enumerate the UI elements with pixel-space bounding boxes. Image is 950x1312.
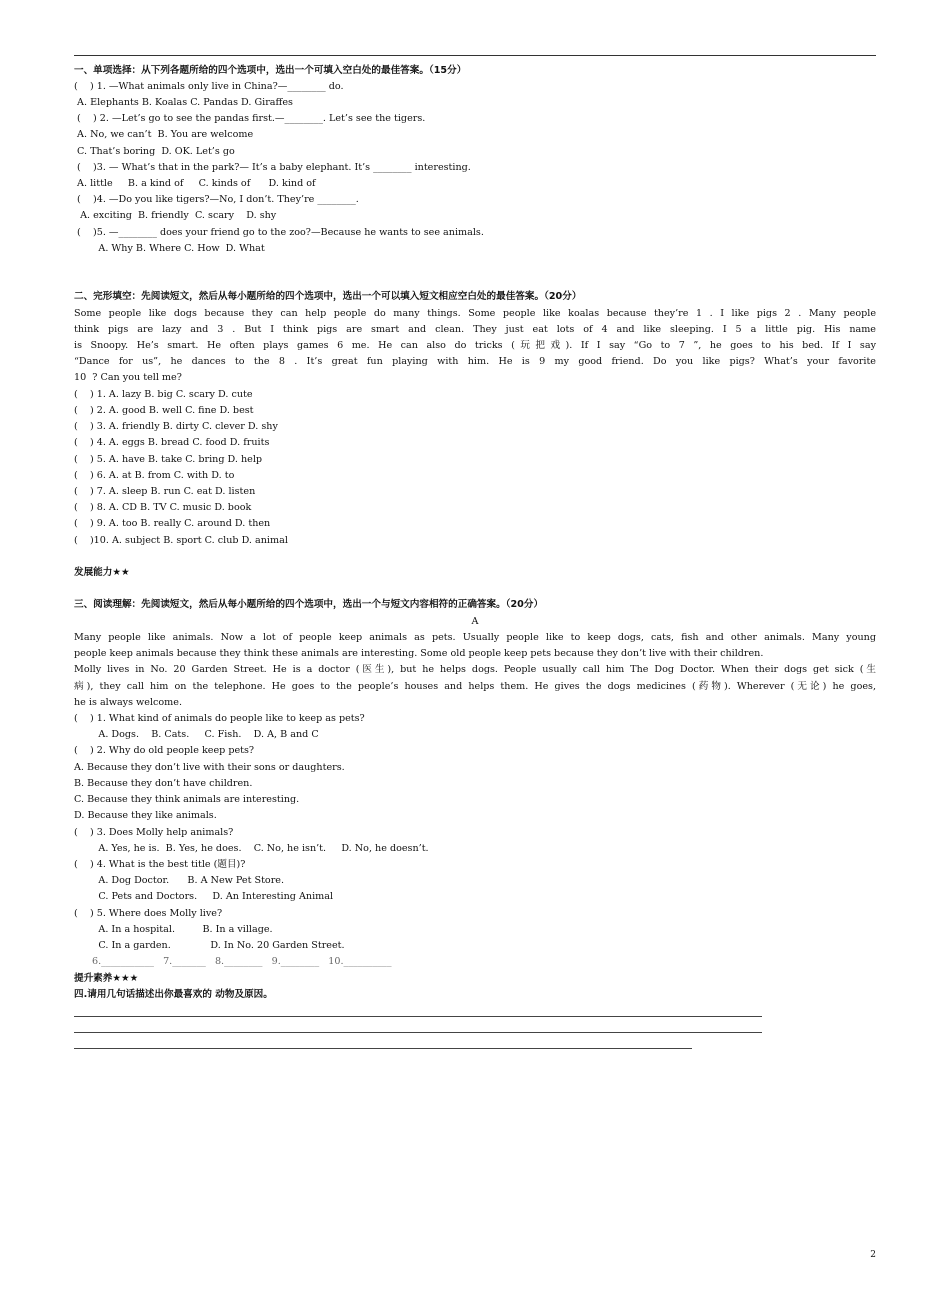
s2-passage-line: think pigs are lazy and 3 . But I think pigs are smart and clean. They just eat lots of 4 and like sleeping. I 5 a little pig. His name: [74, 324, 876, 335]
s3-question: A. In a hospital. B. In a village.: [74, 924, 273, 935]
s1-line: ( ) 1. —What animals only live in China?—________ do.: [74, 81, 344, 92]
s2-option: ( ) 6. A. at B. from C. with D. to: [74, 470, 235, 481]
s2-option: ( ) 5. A. have B. take C. bring D. help: [74, 454, 263, 465]
s1-line: ( ) 2. —Let’s go to see the pandas first.—________. Let’s see the tigers.: [74, 113, 426, 124]
s1-line: ( )4. —Do you like tigers?—No, I don’t. They’re ________.: [74, 194, 359, 205]
s2-passage-line: 10 ? Can you tell me?: [74, 372, 182, 383]
s3-question: C. In a garden. D. In No. 20 Garden Street.: [74, 940, 345, 951]
s3-passage-line: 病), they call him on the telephone. He goes to the people’s houses and helps them. He gives the dogs medicines (药物). Wherever (无论) he goes,: [74, 681, 876, 692]
top-rule: [74, 55, 876, 56]
s3-question: ( ) 3. Does Molly help animals?: [74, 827, 234, 838]
s1-line: ( )3. — What’s that in the park?— It’s a baby elephant. It’s ________ interesting.: [74, 162, 471, 173]
page-number: 2: [870, 1250, 876, 1260]
s2-option: ( ) 7. A. sleep B. run C. eat D. listen: [74, 486, 256, 497]
s3-question: A. Dog Doctor. B. A New Pet Store.: [74, 875, 285, 886]
s1-line: ( )5. —________ does your friend go to the zoo?—Because he wants to see animals.: [74, 227, 484, 238]
s2-option: ( )10. A. subject B. sport C. club D. animal: [74, 535, 288, 546]
s1-line: A. exciting B. friendly C. scary D. shy: [74, 210, 277, 221]
s3-question: A. Because they don’t live with their sons or daughters.: [74, 762, 345, 773]
s3-question: ( ) 5. Where does Molly live?: [74, 908, 223, 919]
writing-line: [74, 1032, 762, 1033]
s3-question: B. Because they don’t have children.: [74, 778, 253, 789]
s2-passage-line: is Snoopy. He’s smart. He often plays games 6 me. He can also do tricks (玩把戏). If I say “Go to 7 ”, he goes to his bed. If I say: [74, 340, 876, 351]
s1-line: A. little B. a kind of C. kinds of D. kind of: [74, 178, 316, 189]
s3-passage-line: Many people like animals. Now a lot of people keep animals as pets. Usually people like to keep dogs, cats, fish and other animals. Many young: [74, 632, 876, 643]
develop-label: 发展能力★★: [74, 567, 130, 578]
section4-heading: 四.请用几句话描述出你最喜欢的 动物及原因。: [74, 989, 273, 1000]
s2-option: ( ) 9. A. too B. really C. around D. then: [74, 518, 271, 529]
s1-line: A. No, we can’t B. You are welcome: [74, 129, 254, 140]
section1-heading: 一、单项选择：从下列各题所给的四个选项中，选出一个可填入空白处的最佳答案。（15分）: [74, 65, 467, 76]
answer-blanks: 6.___________ 7._______ 8.________ 9.________ 10.__________: [92, 956, 392, 967]
passage-letter: A: [471, 616, 479, 627]
s3-question: ( ) 2. Why do old people keep pets?: [74, 745, 255, 756]
s1-line: A. Elephants B. Koalas C. Pandas D. Giraffes: [74, 97, 293, 108]
s2-option: ( ) 8. A. CD B. TV C. music D. book: [74, 502, 252, 513]
s2-passage-line: “Dance for us”, he dances to the 8 . It’s great fun playing with him. He is 9 my good friend. Do you like pigs? What’s your favorite: [74, 356, 876, 367]
s3-passage-line: he is always welcome.: [74, 697, 182, 708]
s2-option: ( ) 1. A. lazy B. big C. scary D. cute: [74, 389, 253, 400]
s3-question: C. Pets and Doctors. D. An Interesting Animal: [74, 891, 334, 902]
s3-passage-line: Molly lives in No. 20 Garden Street. He is a doctor (医生), but he helps dogs. People usually call him The Dog Doctor. When their dogs get sick (生: [74, 664, 876, 675]
s2-option: ( ) 2. A. good B. well C. fine D. best: [74, 405, 254, 416]
s3-question: D. Because they like animals.: [74, 810, 217, 821]
s3-question: A. Yes, he is. B. Yes, he does. C. No, he isn’t. D. No, he doesn’t.: [74, 843, 429, 854]
s1-line: A. Why B. Where C. How D. What: [74, 243, 265, 254]
s3-question: C. Because they think animals are interesting.: [74, 794, 300, 805]
s2-option: ( ) 4. A. eggs B. bread C. food D. fruits: [74, 437, 270, 448]
section3-heading: 三、阅读理解：先阅读短文，然后从每小题所给的四个选项中，选出一个与短文内容相符的正确答案。（20分）: [74, 599, 544, 610]
s3-question: ( ) 1. What kind of animals do people like to keep as pets?: [74, 713, 365, 724]
improve-label: 提升素养★★★: [74, 973, 139, 984]
s1-line: C. That’s boring D. OK. Let’s go: [74, 146, 235, 157]
s2-option: ( ) 3. A. friendly B. dirty C. clever D. shy: [74, 421, 278, 432]
writing-line: [74, 1016, 762, 1017]
s3-question: ( ) 4. What is the best title (题目)?: [74, 859, 246, 870]
writing-line: [74, 1048, 692, 1049]
section2-heading: 二、完形填空：先阅读短文，然后从每小题所给的四个选项中，选出一个可以填入短文相应空白处的最佳答案。（20分）: [74, 291, 582, 302]
s2-passage-line: Some people like dogs because they can help people do many things. Some people like koalas because they’re 1 . I like pigs 2 . Many people: [74, 308, 876, 319]
s3-passage-line: people keep animals because they think these animals are interesting. Some old people keep pets because they don’t live with their children.: [74, 648, 764, 659]
s3-question: A. Dogs. B. Cats. C. Fish. D. A, B and C: [74, 729, 319, 740]
